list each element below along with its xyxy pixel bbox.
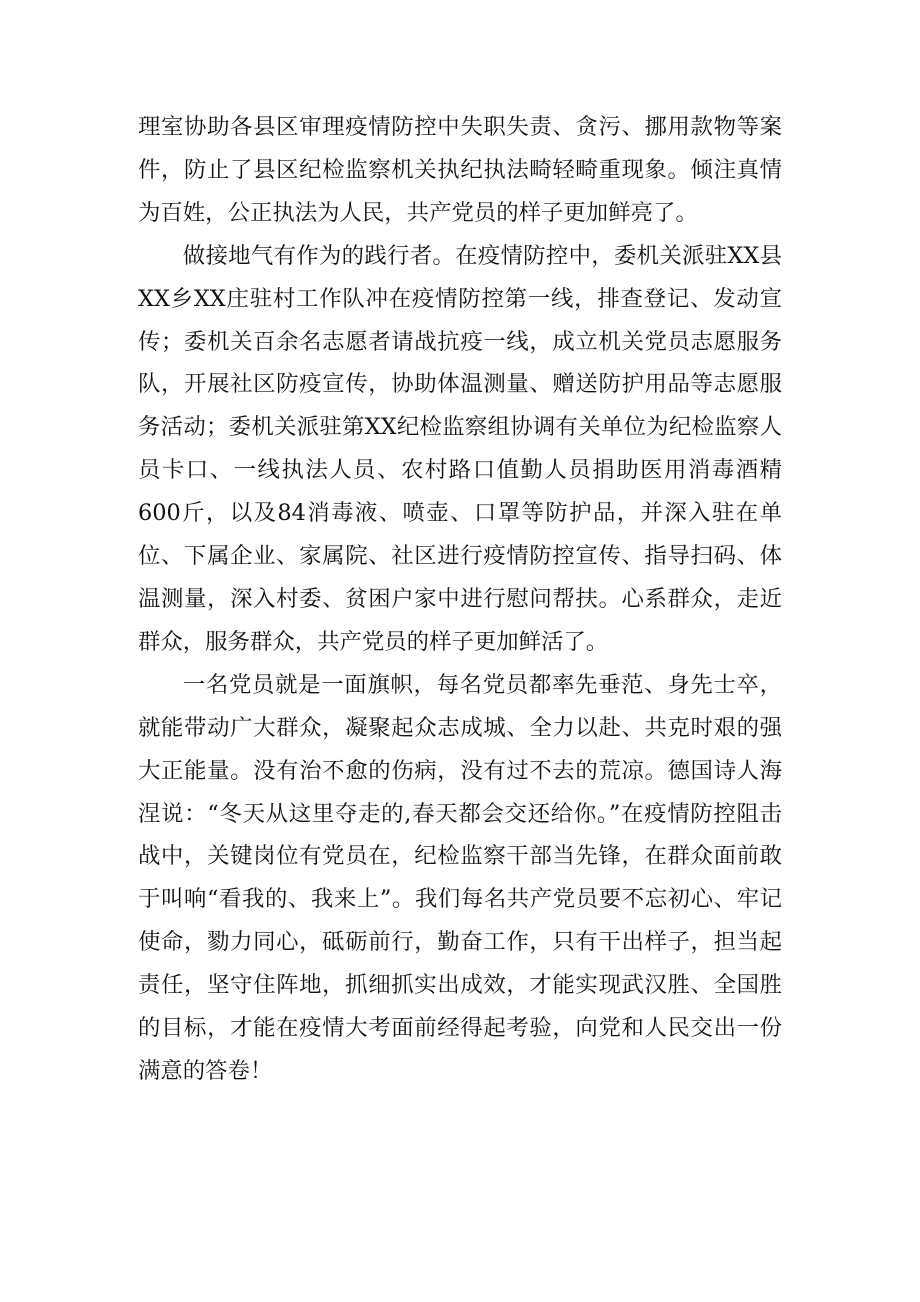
document-body (138, 106, 782, 1093)
paragraph-3: 一名党员就是一面旗帜，每名党员都率先垂范、身先士卒，就能带动广大群众，凝聚起众志成城、全力以赴、共克时艰的强大正能量。没有治不愈的伤病，没有过不去的荒凉。德国诗人海涅说：“冬天从这里夺走的,春天都会交还给你。”在疫情防控阻击战中，关键岗位有党员在，纪检监察干部当先锋，在群众面前敢于叫响“看我的、我来上”。我们每名共产党员要不忘初心、牢记使命，勠力同心，砥砺前行，勤奋工作，只有干出样子，担当起责任，坚守住阵地，抓细抓实出成效，才能实现武汉胜、全国胜的目标，才能在疫情大考面前经得起考验，向党和人民交出一份满意的答卷！ (138, 671, 782, 1084)
paragraph-1: 理室协助各县区审理疫情防控中失职失责、贪污、挪用款物等案件，防止了县区纪检监察机关执纪执法畸轻畸重现象。倾注真情为百姓，公正执法为人民，共产党员的样子更加鲜亮了。 (138, 114, 782, 226)
paragraph-2: 做接地气有作为的践行者。在疫情防控中，委机关派驻XX县XX乡XX庄驻村工作队冲在疫情防控第一线，排查登记、发动宣传；委机关百余名志愿者请战抗疫一线，成立机关党员志愿服务队，开展社区防疫宣传，协助体温测量、赠送防护用品等志愿服务活动；委机关派驻第XX纪检监察组协调有关单位为纪检监察人员卡口、一线执法人员、农村路口值勤人员捐助医用消毒酒精600斤，以及84消毒液、喷壶、口罩等防护品，并深入驻在单位、下属企业、家属院、社区进行疫情防控宣传、指导扫码、体温测量，深入村委、贫困户家中进行慰问帮扶。心系群众，走近群众，服务群众，共产党员的样子更加鲜活了。 (138, 242, 782, 655)
